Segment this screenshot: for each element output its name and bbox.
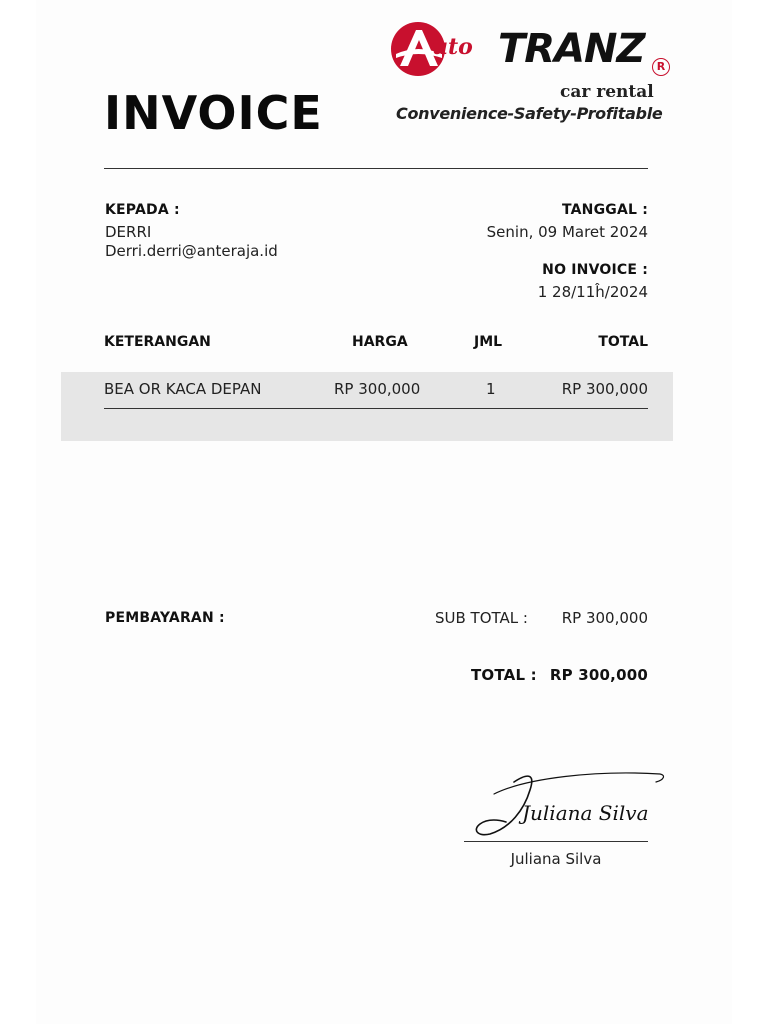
- recipient-name: DERRI: [105, 223, 152, 241]
- logo-tagline: Convenience-Safety-Profitable: [396, 104, 663, 123]
- subtotal-label: SUB TOTAL :: [435, 609, 528, 627]
- column-header-price: HARGA: [352, 334, 408, 350]
- row-qty: 1: [486, 380, 496, 398]
- invoice-number-value: 1 28/11ĥ/2024: [537, 283, 648, 301]
- logo-brand-prefix: uto: [432, 34, 473, 60]
- payment-label: PEMBAYARAN :: [105, 610, 225, 626]
- date-label: TANGGAL :: [561, 202, 648, 218]
- registered-mark-icon: R: [652, 58, 670, 76]
- svg-text:Juliana Silva: Juliana Silva: [522, 801, 649, 825]
- total-label: TOTAL :: [471, 666, 537, 684]
- logo-brand-word: TRANZ: [498, 26, 645, 72]
- subtotal-value: RP 300,000: [561, 609, 648, 627]
- date-value: Senin, 09 Maret 2024: [486, 223, 648, 241]
- column-header-total: TOTAL: [598, 334, 648, 350]
- row-price: RP 300,000: [334, 380, 421, 398]
- page-background: [36, 0, 732, 1024]
- header-divider: [104, 168, 648, 169]
- total-value: RP 300,000: [549, 666, 648, 684]
- logo-subtitle: car rental: [560, 82, 654, 102]
- invoice-title: INVOICE: [104, 86, 323, 140]
- row-description: BEA OR KACA DEPAN: [104, 380, 262, 398]
- company-logo: [390, 20, 680, 130]
- row-divider: [104, 408, 648, 409]
- invoice-number-label: NO INVOICE :: [542, 262, 648, 278]
- column-header-description: KETERANGAN: [104, 334, 211, 350]
- column-header-qty: JML: [474, 334, 503, 350]
- handwritten-signature: [466, 764, 676, 844]
- signature-line: [464, 841, 648, 842]
- row-total: RP 300,000: [561, 380, 648, 398]
- recipient-email: Derri.derri@anteraja.id: [105, 242, 278, 260]
- recipient-label: KEPADA :: [105, 202, 180, 218]
- signer-name: Juliana Silva: [510, 850, 602, 868]
